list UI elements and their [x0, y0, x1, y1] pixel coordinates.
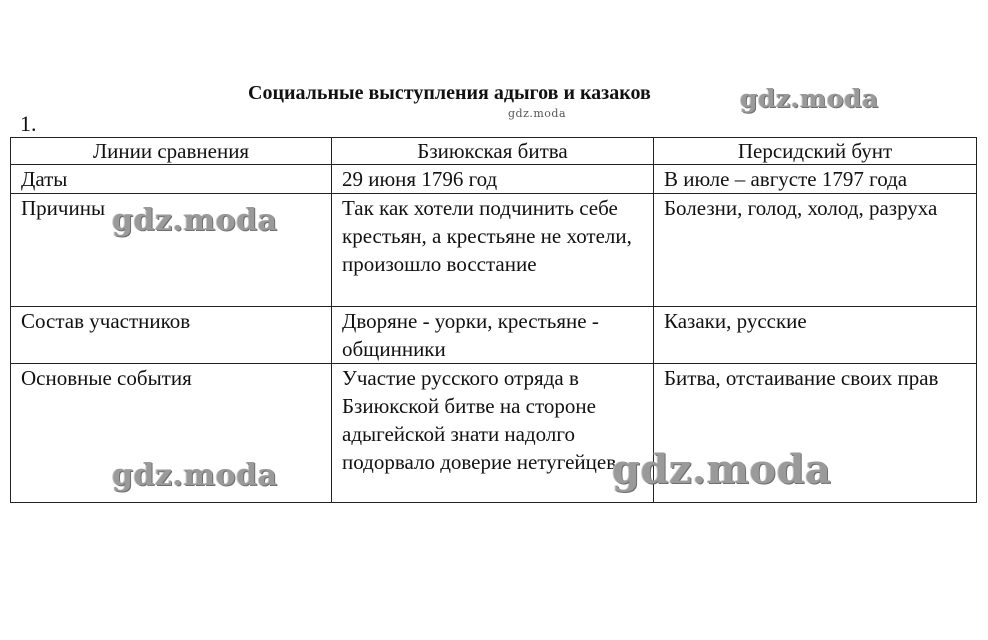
- table-header-row: [11, 138, 977, 165]
- watermark-logo: gdz.moda: [112, 458, 278, 493]
- watermark-logo: gdz.moda: [740, 84, 879, 113]
- comparison-table: [10, 137, 977, 503]
- watermark-logo: gdz.moda: [508, 107, 567, 120]
- column-header: Бзиюкская битва: [332, 138, 654, 165]
- table-cell: Битва, отстаивание своих прав: [654, 364, 977, 503]
- table-cell: 29 июня 1796 год: [332, 165, 654, 194]
- table-row: [11, 165, 977, 194]
- task-number: 1.: [20, 111, 37, 136]
- row-label: Состав участников: [11, 307, 332, 364]
- row-label: Даты: [11, 165, 332, 194]
- table-cell: Участие русского отряда в Бзиюкской битве на стороне адыгейской знати надолго подорвало доверие нетугейцев: [332, 364, 654, 503]
- row-label: Основные события: [11, 364, 332, 503]
- table-row: [11, 307, 977, 364]
- table-cell: В июле – августе 1797 года: [654, 165, 977, 194]
- table-cell: Дворяне - уорки, крестьяне - общинники: [332, 307, 654, 364]
- watermark-logo: gdz.moda: [612, 446, 832, 493]
- column-header: Линии сравнения: [11, 138, 332, 165]
- column-header: Персидский бунт: [654, 138, 977, 165]
- row-label: Причины: [11, 194, 332, 307]
- table-cell: Болезни, голод, холод, разруха: [654, 194, 977, 307]
- document-title: Социальные выступления адыгов и казаков: [248, 82, 651, 104]
- table-cell: Казаки, русские: [654, 307, 977, 364]
- table-cell: Так как хотели подчинить себе крестьян, а крестьяне не хотели, произошло восстание: [332, 194, 654, 307]
- watermark-logo: gdz.moda: [112, 203, 278, 238]
